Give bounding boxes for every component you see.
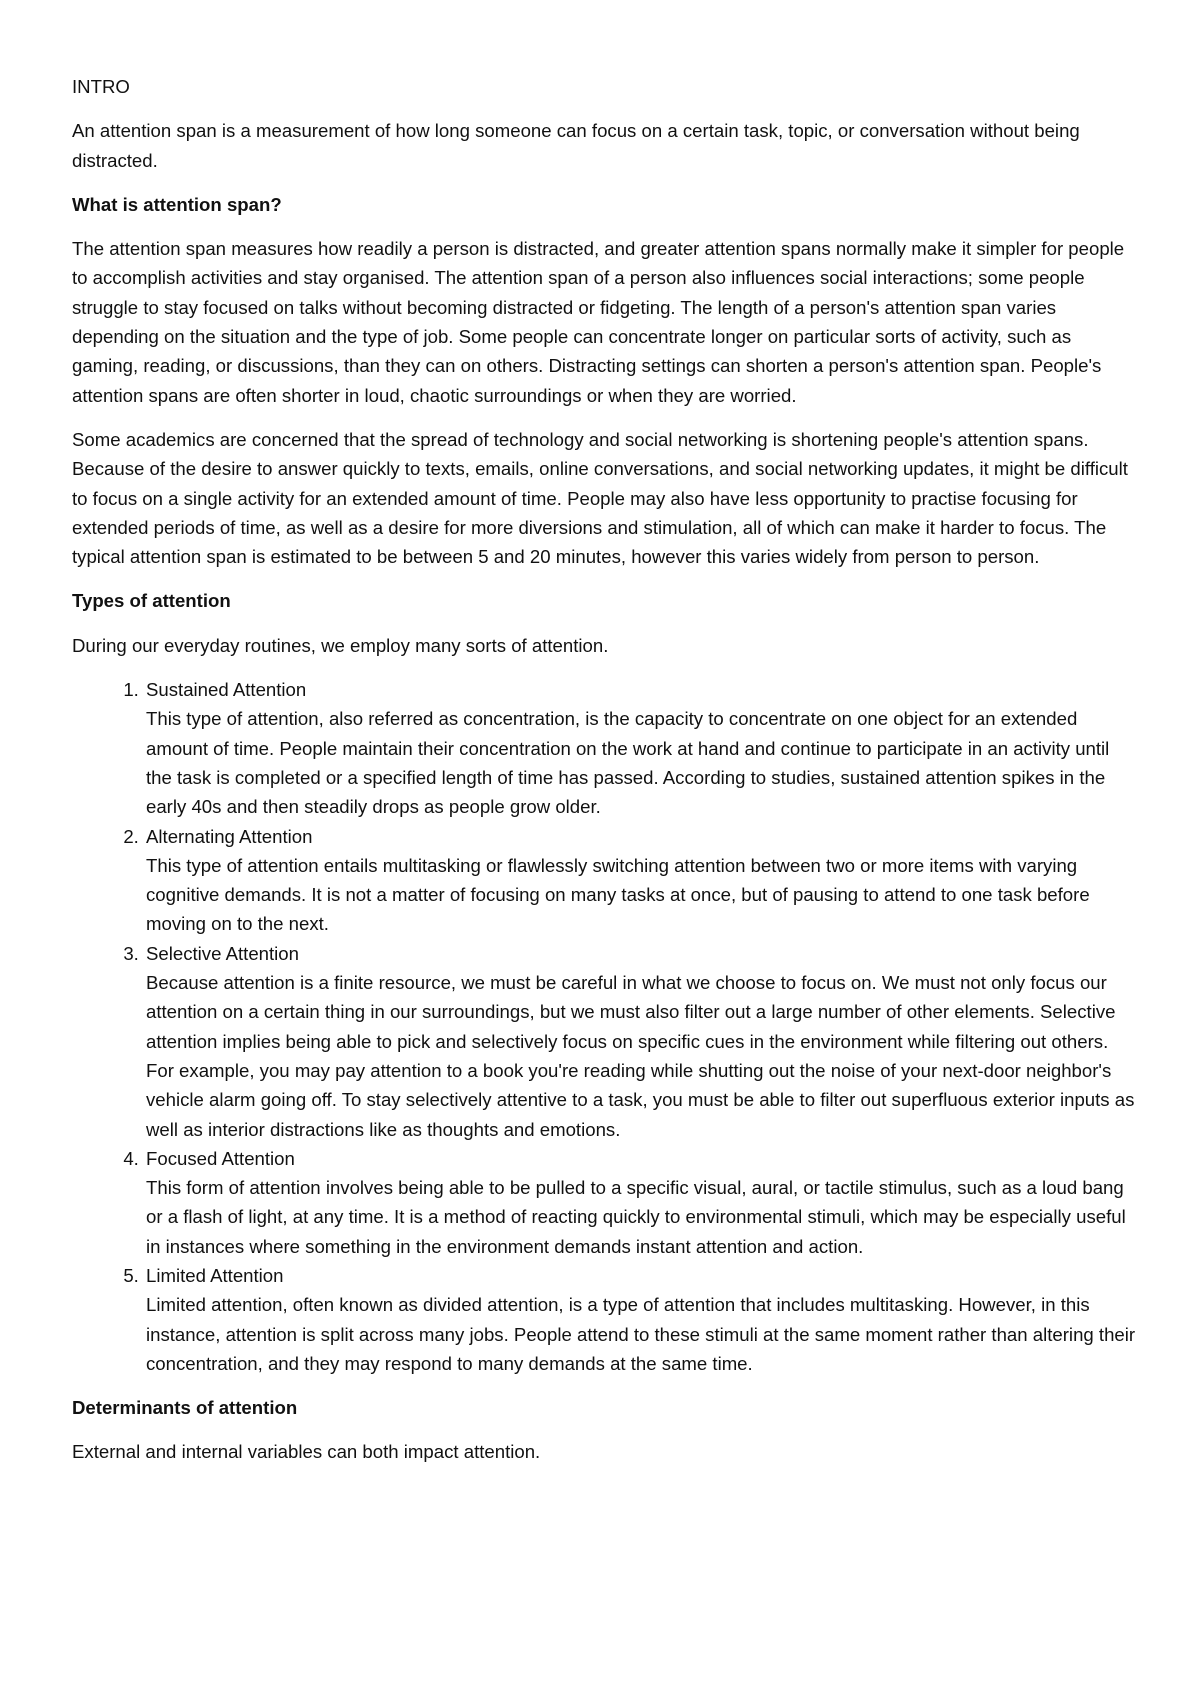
list-item <box>144 675 1138 821</box>
list-item-body: This type of attention entails multitasking or flawlessly switching attention between two or more items with varying cognitive demands. It is not a matter of focusing on many tasks at once, but of pausing to attend to one task before moving on to the next. <box>146 854 1090 935</box>
section-heading-determinants: Determinants of attention <box>72 1397 298 1419</box>
section-heading-types-of-attention: Types of attention <box>72 590 231 612</box>
list-item-title: 4. Focused Attention <box>146 1147 295 1169</box>
list-item-body: Limited attention, often known as divided attention, is a type of attention that includes multitasking. However, in this instance, attention is split across many jobs. People attend to these stimuli at the same moment rather than altering their concentration, and they may respond to many demands at the same time. <box>146 1294 1136 1374</box>
section-intro: External and internal variables can both impact attention. <box>72 1441 541 1463</box>
document-page <box>72 72 1138 1482</box>
intro-text: An attention span is a measurement of how long someone can focus on a certain task, topic, or conversation without being distracted. <box>72 120 1080 171</box>
list-item <box>144 1144 1138 1261</box>
intro-label: INTRO <box>72 76 130 97</box>
attention-types-list <box>72 675 1138 1378</box>
list-item-title: 5. Limited Attention <box>146 1264 284 1286</box>
list-item-title: 3. Selective Attention <box>146 942 299 964</box>
list-item <box>144 1261 1138 1378</box>
list-item-title: 1. Sustained Attention <box>146 679 307 701</box>
section-heading-attention-span: What is attention span? <box>72 193 282 215</box>
list-item <box>144 822 1138 939</box>
list-item-body: Because attention is a finite resource, we must be careful in what we choose to focus on. We must not only focus our attention on a certain thing in our surroundings, but we must also filter out a large number of other elements. Selective attention implies being able to pick and selectively focus on specific cues in the environment while filtering out others. For example, you may pay attention to a book you're reading while shutting out the noise of your next-door neighbor's vehicle alarm going off. To stay selectively attentive to a task, you must be able to filter out superfluous exterior inputs as well as interior distractions like as thoughts and emotions. <box>146 972 1135 1140</box>
list-item-body: This form of attention involves being able to be pulled to a specific visual, aural, or tactile stimulus, such as a loud bang or a flash of light, at any time. It is a method of reacting quickly to environmental stimuli, which may be especially useful in instances where something in the environment demands instant attention and action. <box>146 1177 1126 1257</box>
paragraph: Some academics are concerned that the spread of technology and social networking is shortening people's attention spans. Because of the desire to answer quickly to texts, emails, online conversations, and social networking updates, it might be difficult to focus on a single activity for an extended amount of time. People may also have less opportunity to practise focusing for extended periods of time, as well as a desire for more diversions and stimulation, all of which can make it harder to focus. The typical attention span is estimated to be between 5 and 20 minutes, however this varies widely from person to person. <box>72 428 1128 568</box>
section-intro: During our everyday routines, we employ many sorts of attention. <box>72 634 609 656</box>
list-item-body: This type of attention, also referred as concentration, is the capacity to concentrate on one object for an extended amount of time. People maintain their concentration on the work at hand and continue to participate in an activity until the task is completed or a specified length of time has passed. According to studies, sustained attention spikes in the early 40s and then steadily drops as people grow older. <box>146 708 1110 818</box>
list-item-title: 2. Alternating Attention <box>146 825 313 847</box>
paragraph: The attention span measures how readily a person is distracted, and greater attention spans normally make it simpler for people to accomplish activities and stay organised. The attention span of a person also influences social interactions; some people struggle to stay focused on talks without becoming distracted or fidgeting. The length of a person's attention span varies depending on the situation and the type of job. Some people can concentrate longer on particular sorts of activity, such as gaming, reading, or discussions, than they can on others. Distracting settings can shorten a person's attention span. People's attention spans are often shorter in loud, chaotic surroundings or when they are worried. <box>72 238 1125 406</box>
list-item <box>144 939 1138 1144</box>
